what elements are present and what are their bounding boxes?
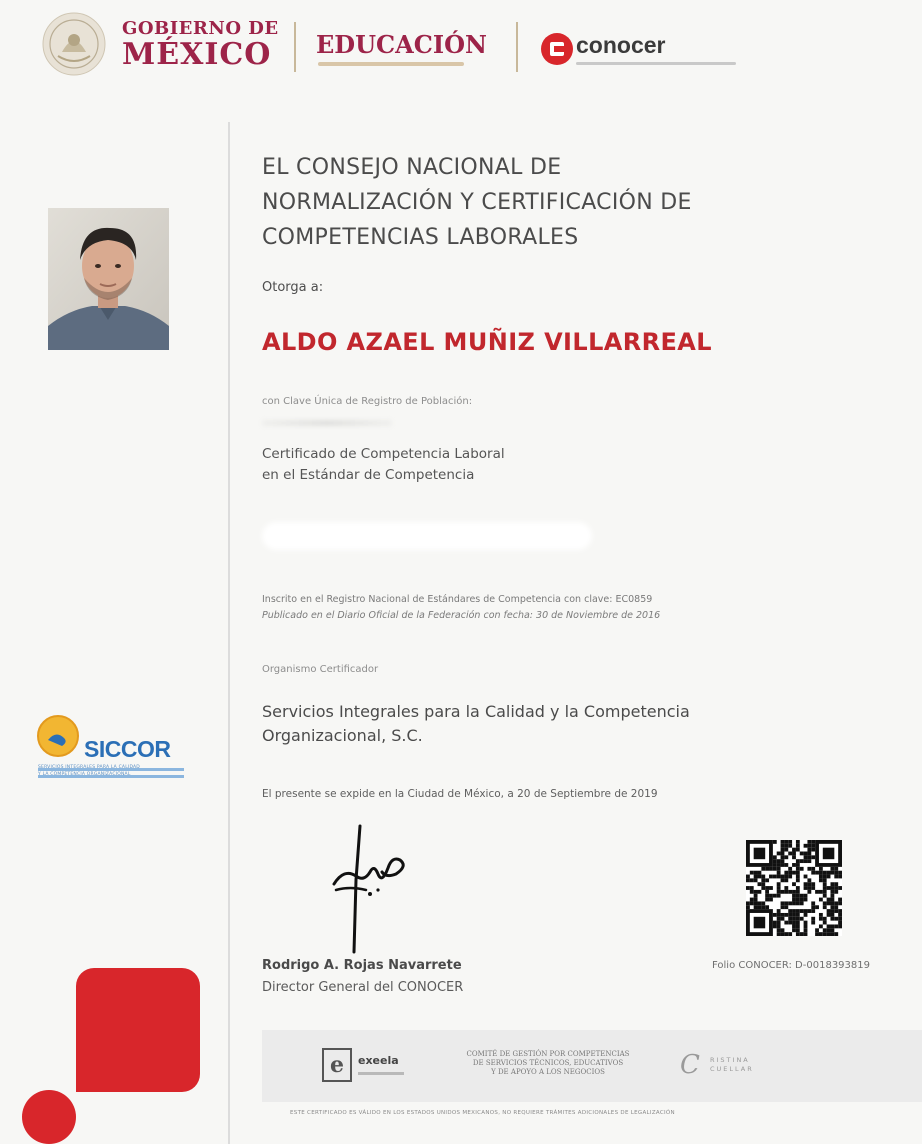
qr-code: [746, 840, 842, 936]
certificate-type-line2: en el Estándar de Competencia: [262, 467, 475, 483]
publication-line: Publicado en el Diario Oficial de la Federación con fecha: 30 de Noviembre de 2016: [262, 610, 661, 621]
gobierno-line2: MÉXICO: [122, 37, 272, 72]
issue-date: El presente se expide en la Ciudad de México, a 20 de Septiembre de 2019: [262, 788, 658, 800]
organismo-name: [262, 700, 822, 748]
cristina-initial: C: [680, 1050, 700, 1080]
issuer-title-line: COMPETENCIAS LABORALES: [262, 225, 579, 250]
header-divider: [516, 22, 518, 72]
conocer-mark-icon: [540, 32, 574, 66]
recipient-photo: [48, 208, 169, 350]
exeela-tagline: [358, 1072, 404, 1075]
footer-band: [262, 1030, 922, 1102]
curp-label: con Clave Única de Registro de Población:: [262, 396, 473, 407]
curp-redacted: [262, 420, 392, 426]
column-divider: [228, 122, 230, 1144]
recipient-name: ALDO AZAEL MUÑIZ VILLARREAL: [262, 328, 712, 356]
siccor-logo: [34, 712, 190, 786]
organismo-label: Organismo Certificador: [262, 664, 379, 675]
cristina-name-line2: CUELLAR: [710, 1065, 754, 1073]
exeela-wordmark: exeela: [358, 1054, 399, 1067]
conocer-logo: [540, 28, 750, 72]
handwritten-signature: [326, 820, 416, 954]
gobierno-mexico-logo: [122, 20, 279, 70]
decorative-red-circle: [22, 1090, 76, 1144]
educacion-logo: EDUCACIÓN: [316, 30, 487, 59]
otorga-label: Otorga a:: [262, 280, 324, 295]
organismo-line2: Organizacional, S.C.: [262, 726, 423, 745]
national-seal-logo: [42, 12, 106, 76]
comite-logo: [438, 1050, 658, 1077]
decorative-red-square: [76, 968, 200, 1092]
folio-number: Folio CONOCER: D-0018393819: [712, 960, 870, 971]
signatory-name: Rodrigo A. Rojas Navarrete: [262, 958, 462, 973]
exeela-mark-icon: e: [322, 1048, 352, 1082]
educacion-subtitle: [318, 62, 464, 66]
comite-line: COMITÉ DE GESTIÓN POR COMPETENCIAS: [466, 1050, 630, 1058]
certificate-type-line1: Certificado de Competencia Laboral: [262, 446, 505, 462]
siccor-name: SICCOR: [84, 736, 171, 762]
comite-line: DE SERVICIOS TÉCNICOS, EDUCATIVOS: [472, 1059, 624, 1067]
issuer-title: [262, 150, 822, 255]
header-logos: [40, 8, 760, 84]
organismo-line1: Servicios Integrales para la Calidad y la Competencia: [262, 702, 690, 721]
standard-name-redacted: [262, 522, 592, 550]
issuer-title-line: NORMALIZACIÓN Y CERTIFICACIÓN DE: [262, 190, 692, 215]
conocer-tagline: [576, 62, 736, 65]
issuer-title-line: EL CONSEJO NACIONAL DE: [262, 155, 562, 180]
siccor-tagline-line2: Y LA COMPETENCIA ORGANIZACIONAL: [38, 772, 131, 777]
gobierno-line1: GOBIERNO DE: [122, 18, 279, 39]
comite-line: Y DE APOYO A LOS NEGOCIOS: [491, 1068, 605, 1076]
validity-notice: ESTE CERTIFICADO ES VÁLIDO EN LOS ESTADOS UNIDOS MEXICANOS, NO REQUIERE TRÁMITES ADICIONALES DE LEGALIZACIÓN: [290, 1110, 675, 1116]
cristina-cuellar-logo: [680, 1050, 780, 1082]
siccor-tagline-line1: SERVICIOS INTEGRALES PARA LA CALIDAD: [38, 765, 140, 770]
registry-line: Inscrito en el Registro Nacional de Estándares de Competencia con clave: EC0859: [262, 594, 653, 605]
cristina-name: [710, 1056, 754, 1074]
cristina-name-line1: RISTINA: [710, 1056, 750, 1064]
signatory-title: Director General del CONOCER: [262, 980, 464, 995]
header-divider: [294, 22, 296, 72]
registry-info: [262, 592, 660, 624]
conocer-wordmark: conocer: [576, 32, 666, 58]
exeela-logo: [322, 1048, 412, 1084]
certificate-type: [262, 444, 505, 486]
